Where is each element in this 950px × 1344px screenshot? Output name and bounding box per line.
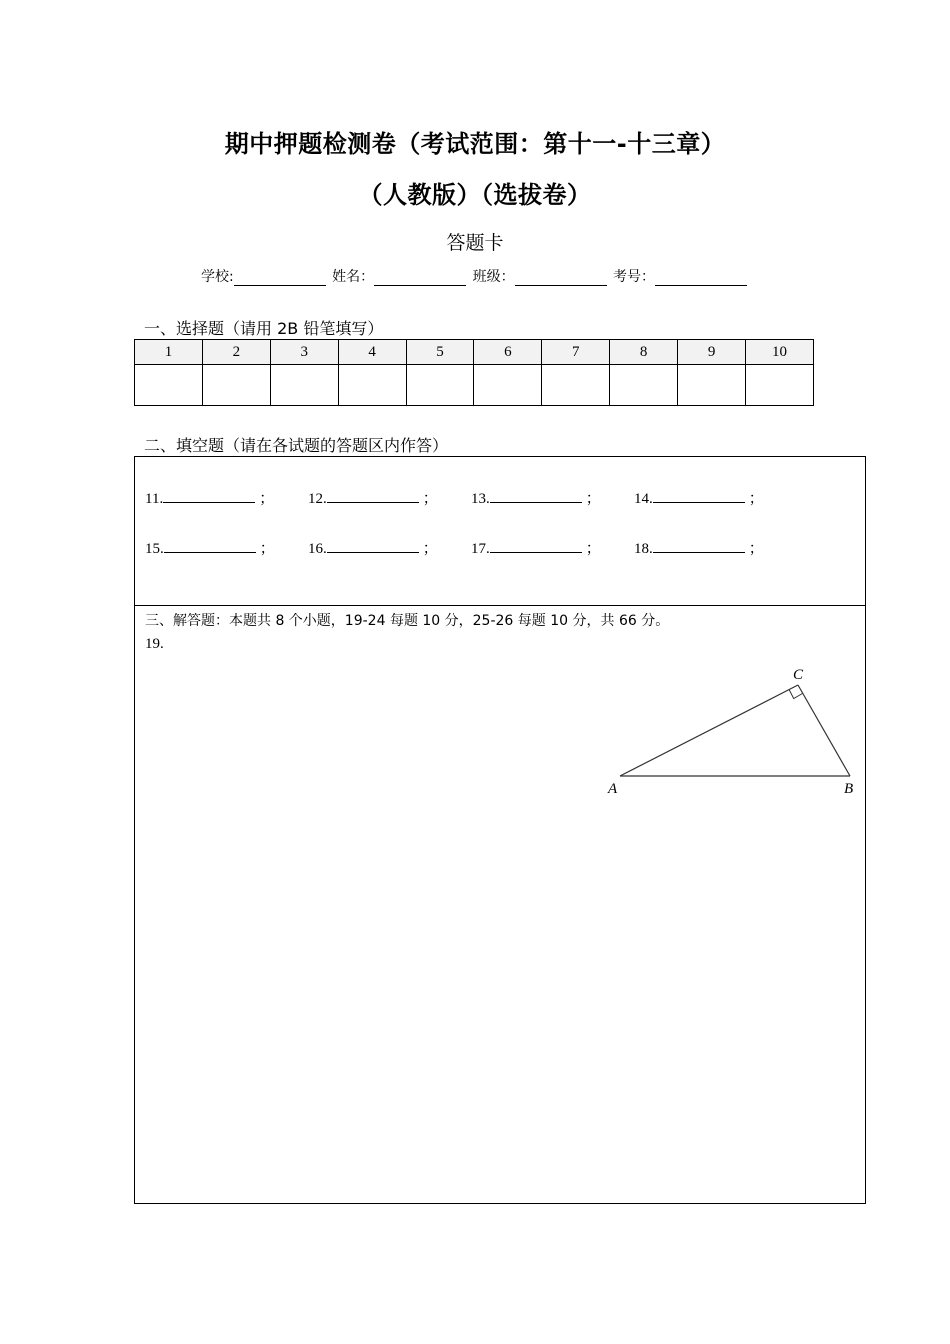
- separator: ；: [422, 541, 438, 557]
- fill-number: 14.: [634, 491, 653, 507]
- class-blank[interactable]: [515, 271, 607, 286]
- choice-answer-cell[interactable]: [338, 365, 406, 406]
- choice-answer-cell[interactable]: [610, 365, 678, 406]
- choice-answer-cell[interactable]: [135, 365, 203, 406]
- fill-number: 16.: [308, 541, 327, 557]
- fill-blank[interactable]: [163, 488, 255, 503]
- side-ac: [620, 685, 798, 776]
- fill-item-18: [634, 537, 764, 558]
- name-label: 姓名：: [332, 269, 375, 285]
- choice-number: 4: [338, 340, 406, 365]
- choice-answer-cell[interactable]: [270, 365, 338, 406]
- fill-number: 15.: [145, 541, 164, 557]
- vertex-label-a: A: [608, 781, 618, 797]
- fill-blank[interactable]: [164, 538, 256, 553]
- choice-answer-row: [135, 365, 814, 406]
- choice-answer-cell[interactable]: [474, 365, 542, 406]
- title-line-2: （人教版）（选拔卷）: [358, 181, 592, 209]
- choice-number: 5: [406, 340, 474, 365]
- school-label: 学校:: [200, 269, 234, 285]
- fill-item-14: [634, 487, 764, 508]
- separator: ；: [585, 491, 601, 507]
- separator: ；: [748, 491, 764, 507]
- choice-number: 1: [135, 340, 203, 365]
- section3-heading: 三、解答题：本题共 8 个小题，19-24 每题 10 分，25-26 每题 10 分，共 66 分。: [145, 613, 670, 629]
- choice-answer-table: [134, 339, 814, 406]
- fill-item-12: [308, 487, 438, 508]
- separator: ；: [748, 541, 764, 557]
- section1-heading: 一、选择题（请用 2B 铅笔填写）: [144, 319, 384, 338]
- exam-no-label: 考号：: [613, 269, 656, 285]
- choice-number: 9: [678, 340, 746, 365]
- choice-number: 10: [746, 340, 814, 365]
- choice-answer-cell[interactable]: [202, 365, 270, 406]
- fill-blank[interactable]: [327, 488, 419, 503]
- fill-blank[interactable]: [653, 488, 745, 503]
- exam-no-blank[interactable]: [655, 271, 747, 286]
- right-angle-mark: [789, 690, 802, 699]
- fill-number: 17.: [471, 541, 490, 557]
- choice-number: 6: [474, 340, 542, 365]
- fill-number: 12.: [308, 491, 327, 507]
- fill-number: 13.: [471, 491, 490, 507]
- fill-item-15: [145, 537, 275, 558]
- choice-answer-cell[interactable]: [746, 365, 814, 406]
- separator: ；: [585, 541, 601, 557]
- fill-item-17: [471, 537, 601, 558]
- separator: ；: [259, 491, 275, 507]
- choice-number: 8: [610, 340, 678, 365]
- fill-item-11: [145, 487, 274, 508]
- fill-blank[interactable]: [490, 488, 582, 503]
- school-blank[interactable]: [234, 271, 326, 286]
- right-triangle-figure: [600, 660, 862, 802]
- choice-number: 2: [202, 340, 270, 365]
- student-info-row: [0, 266, 950, 286]
- fill-in-answer-box: [134, 456, 866, 606]
- choice-number-row: [135, 340, 814, 365]
- vertex-label-c: C: [793, 667, 804, 683]
- fill-number: 18.: [634, 541, 653, 557]
- fill-item-16: [308, 537, 438, 558]
- fill-blank[interactable]: [327, 538, 419, 553]
- choice-answer-cell[interactable]: [542, 365, 610, 406]
- class-label: 班级：: [472, 269, 515, 285]
- answer-sheet-subtitle: 答题卡: [446, 232, 504, 254]
- choice-number: 3: [270, 340, 338, 365]
- vertex-label-b: B: [844, 781, 854, 797]
- name-blank[interactable]: [374, 271, 466, 286]
- fill-number: 11.: [145, 491, 164, 507]
- fill-blank[interactable]: [653, 538, 745, 553]
- separator: ；: [422, 491, 438, 507]
- question-19-label: 19.: [145, 636, 164, 652]
- title-line-1: 期中押题检测卷（考试范围：第十一-十三章）: [224, 130, 726, 158]
- choice-number: 7: [542, 340, 610, 365]
- fill-blank[interactable]: [490, 538, 582, 553]
- choice-answer-cell[interactable]: [406, 365, 474, 406]
- separator: ；: [259, 541, 275, 557]
- choice-answer-cell[interactable]: [678, 365, 746, 406]
- side-bc: [798, 685, 850, 776]
- fill-item-13: [471, 487, 601, 508]
- section2-heading: 二、填空题（请在各试题的答题区内作答）: [144, 436, 449, 455]
